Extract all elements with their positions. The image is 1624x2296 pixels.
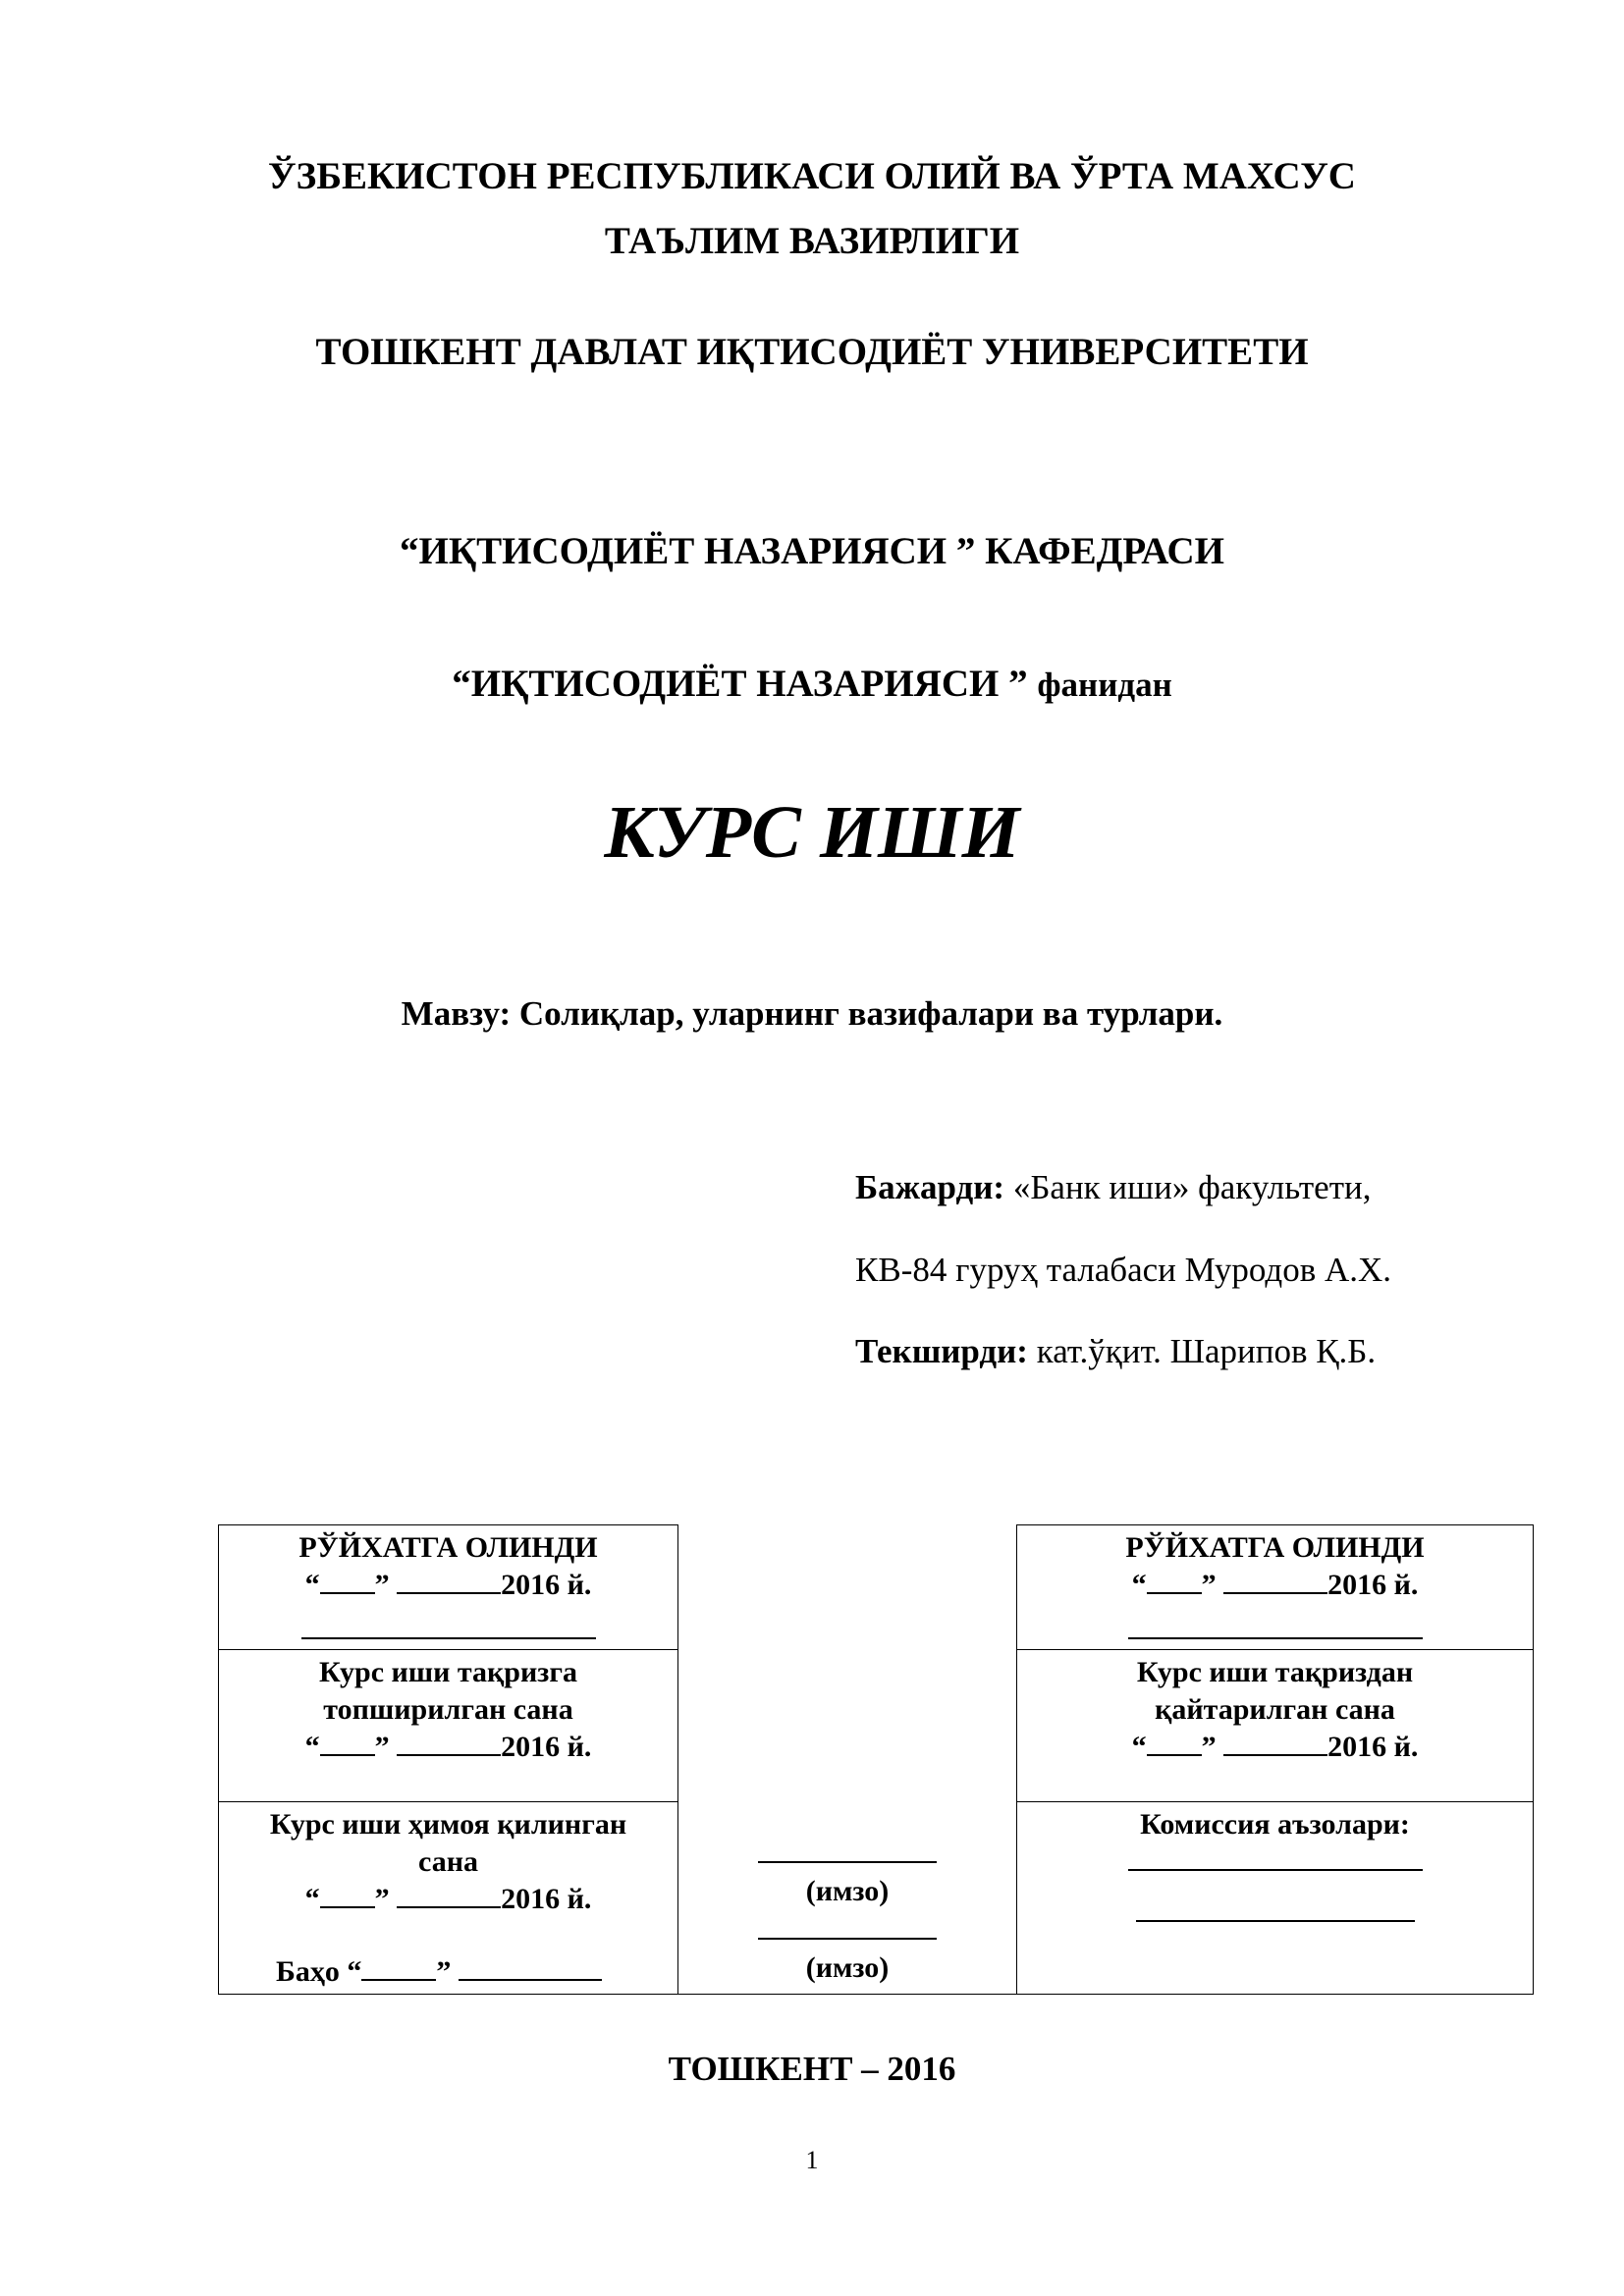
received-right-cell	[1017, 1525, 1534, 1650]
performed-label: Бажарди:	[855, 1168, 1005, 1206]
signature-label-2: (имзо)	[805, 1950, 890, 1984]
defense-date: “ ” 2016 й.	[304, 1883, 592, 1915]
date-day-blank	[320, 1567, 375, 1594]
commission-cell	[1017, 1802, 1534, 1995]
date-month-blank	[397, 1567, 501, 1594]
registration-row-review	[219, 1650, 1534, 1802]
document-type: КУРС ИШИ	[604, 791, 1020, 874]
defense-cell: Курс иши ҳимоя қилинган сана “ ” 2016 й. Баҳо “ ”	[219, 1802, 678, 1995]
received-signature-blank-right	[1023, 1612, 1527, 1649]
signature-cell	[678, 1802, 1017, 1995]
university-name: ТОШКЕНТ ДАВЛАТ ИҚТИСОДИЁТ УНИВЕРСИТЕТИ	[315, 331, 1309, 373]
city-year: ТОШКЕНТ – 2016	[668, 2050, 956, 2088]
middle-cell-top	[678, 1525, 1017, 1650]
commission-label: Комиссия аъзолари:	[1140, 1808, 1410, 1841]
grade-line: Баҳо “ ”	[225, 1953, 672, 1991]
review-given-date: “ ” 2016 й.	[304, 1731, 592, 1763]
commission-blank-2	[1023, 1895, 1527, 1932]
checked-line	[855, 1332, 1376, 1371]
review-returned-cell: Курс иши тақриздан қайтарилган сана “ ” 2016 й.	[1017, 1650, 1534, 1802]
review-returned-date: “ ” 2016 й.	[1131, 1731, 1419, 1763]
checked-name: кат.ўқит. Шарипов Қ.Б.	[1036, 1332, 1377, 1370]
received-title-right: РЎЙХАТГА ОЛИНДИ	[1125, 1531, 1425, 1564]
performed-faculty: «Банк иши» факультети,	[1012, 1168, 1372, 1206]
student-line: КВ-84 гуруҳ талабаси Муродов А.Х.	[855, 1251, 1392, 1289]
received-left-cell	[219, 1525, 678, 1650]
registration-row-received	[219, 1525, 1534, 1650]
ministry-line-1: ЎЗБЕКИСТОН РЕСПУБЛИКАСИ ОЛИЙ ВА ЎРТА МАХСУС	[268, 155, 1356, 197]
subject-line	[0, 662, 1624, 706]
review-given-cell: Курс иши тақризга топширилган сана “ ” 2016 й.	[219, 1650, 678, 1802]
commission-blank-1	[1023, 1843, 1527, 1881]
topic: Мавзу: Солиқлар, уларнинг вазифалари ва турлари.	[401, 994, 1223, 1033]
signature-label-1: (имзо)	[805, 1874, 890, 1907]
middle-cell-center	[678, 1650, 1017, 1802]
received-title: РЎЙХАТГА ОЛИНДИ	[298, 1531, 598, 1564]
subject-suffix: фанидан	[1037, 666, 1172, 704]
signature-blank-1	[684, 1836, 1010, 1873]
received-date: “ ” 2016 й.	[304, 1569, 592, 1601]
page-number: 1	[805, 2146, 819, 2174]
registration-table	[218, 1524, 1534, 1995]
checked-label: Текширди:	[855, 1332, 1028, 1370]
signature-blank-2	[684, 1912, 1010, 1949]
received-signature-blank	[225, 1612, 672, 1649]
ministry-line-2: ТАЪЛИМ ВАЗИРЛИГИ	[604, 220, 1020, 262]
registration-row-defense	[219, 1802, 1534, 1995]
performed-line	[855, 1168, 1371, 1207]
received-date-right: “ ” 2016 й.	[1131, 1569, 1419, 1601]
department-name: “ИҚТИСОДИЁТ НАЗАРИЯСИ ” КАФЕДРАСИ	[400, 530, 1224, 572]
subject-name: “ИҚТИСОДИЁТ НАЗАРИЯСИ ”	[452, 663, 1028, 705]
